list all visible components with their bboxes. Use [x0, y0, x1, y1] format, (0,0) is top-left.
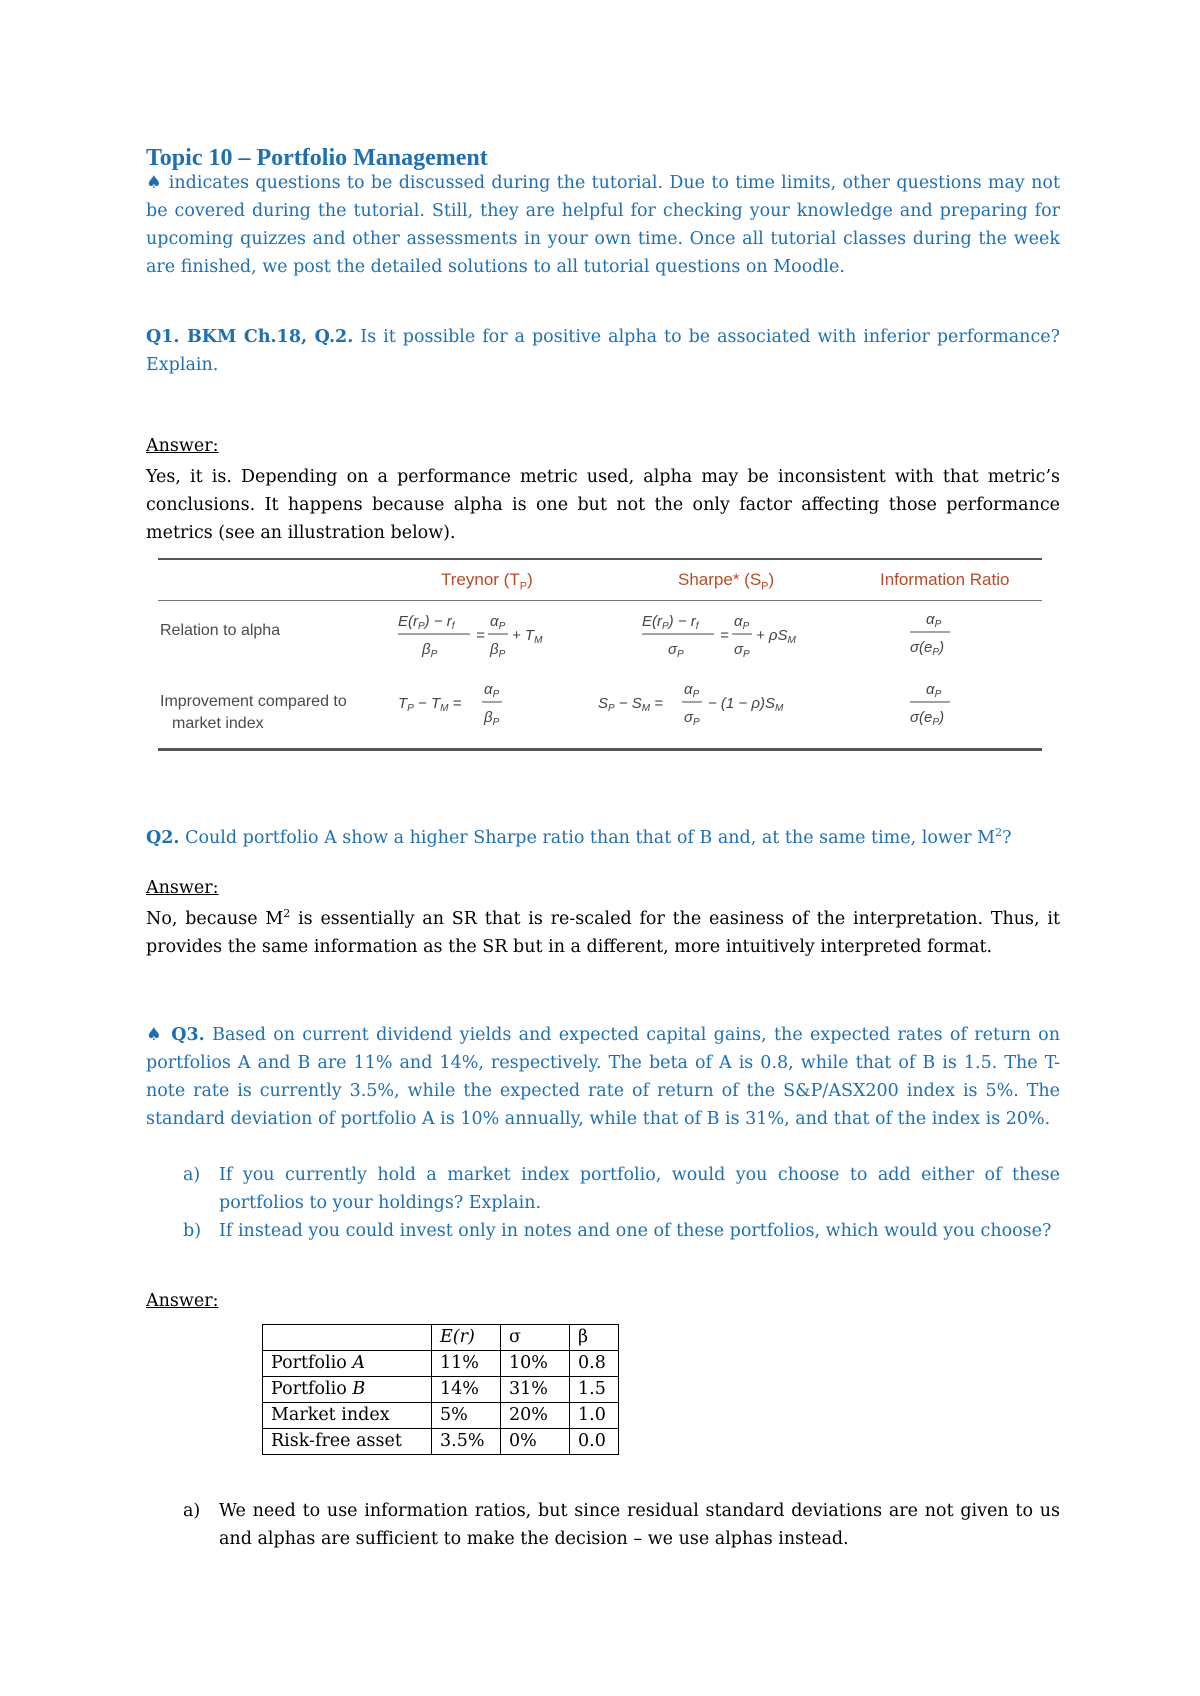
table-rule [158, 600, 1042, 601]
treynor-rel-den: $\beta_P$ [422, 641, 438, 660]
row-label-improvement-2: market index [172, 715, 264, 732]
q2-label: Q2. [146, 828, 180, 848]
spade-icon: ♠ [146, 173, 163, 193]
table-row: Portfolio B 14% 31% 1.5 [263, 1377, 619, 1403]
svg-text:βP: $\beta_P$ [484, 709, 500, 728]
header-information-ratio: Information Ratio [880, 570, 1010, 589]
svg-text:σP: $\sigma_P$ [734, 641, 750, 660]
svg-text:αP: $\alpha_P$ [684, 681, 700, 700]
row-label-relation: Relation to alpha [160, 622, 281, 639]
svg-text:αP: $\alpha_P$ [926, 681, 942, 700]
row-label-improvement: Improvement compared to [160, 693, 347, 710]
q2-question: Q2. Could portfolio A show a higher Sharpe ratio than that of B and, at the same time, lower $M^2$? [146, 826, 1012, 848]
svg-text:σ(eP): $\sigma(e_P)$ [910, 639, 945, 658]
header-treynor: Treynor $(T_P)$ [441, 570, 533, 593]
sharpe-rel-num: $E(r_P) - r_f$ [642, 613, 699, 632]
svg-text:SP − SM =: $S_P - S_M$ = [598, 695, 664, 714]
svg-text:αP: $\alpha_P$ [926, 611, 942, 630]
svg-text:=: = [720, 627, 729, 644]
svg-text:σP: $\sigma_P$ [668, 641, 684, 660]
q3-question [146, 1021, 1060, 1133]
formula-row-improvement [398, 676, 1038, 746]
header-sharpe: Sharpe* $(S_P)$ [678, 570, 775, 593]
q1-answer-label: Answer: [146, 436, 219, 456]
q2-sup: 2 [995, 826, 1003, 839]
q3-item-b: b) If instead you could invest only in notes and one of these portfolios, which would you choose? [183, 1221, 1052, 1241]
svg-text:+ TM: + $T_M$ [512, 627, 543, 646]
q1-text: Is it possible for a positive alpha to be associated with inferior performance? Explain. [146, 327, 1060, 375]
treynor-rel-num: $E(r_P) - r_f$ [398, 613, 455, 632]
q2-answer: No, because $M^2$ is essentially an SR that is re-scaled for the easiness of the interpretation. Thus, it provides the same information as the SR but in a different, more intuitively interpreted format. [146, 907, 1060, 957]
q2-answer-label: Answer: [146, 878, 219, 898]
q1-answer: Yes, it is. Depending on a performance metric used, alpha may be inconsistent with that metric’s conclusions. It happens because alpha is one but not the only factor affecting those performance metrics (see an illustration below). [146, 467, 1060, 543]
q3-label: Q3. [163, 1025, 205, 1045]
q3-answer-a: a) We need to use information ratios, but since residual standard deviations are not given to us and alphas are sufficient to make the decision – we use alphas instead. [183, 1501, 1060, 1549]
svg-text:TP − TM =: $T_P - T_M$ = [398, 695, 462, 714]
svg-text:σP: $\sigma_P$ [684, 709, 700, 728]
table-row: Risk-free asset 3.5% 0% 0.0 [263, 1429, 619, 1455]
intro-text: indicates questions to be discussed during the tutorial. Due to time limits, other questions may not be covered during the tutorial. Still, they are helpful for checking your knowledge and preparing for upcoming quizzes and other assessments in your own time. Once all tutorial classes during the week are finished, we post the detailed solutions to all tutorial questions on Moodle. [146, 173, 1060, 277]
q3-answer-label: Answer: [146, 1291, 219, 1311]
intro-paragraph [146, 169, 1060, 281]
q2-text: Could portfolio A show a higher Sharpe ratio than that of B and, at the same time, lower M [179, 828, 996, 848]
performance-formula-table [158, 558, 1042, 752]
svg-text:σ(eP): $\sigma(e_P)$ [910, 709, 945, 728]
page-title: Topic 10 – Portfolio Management [146, 145, 488, 171]
formula-row-relation [398, 604, 1038, 676]
q1-question [146, 323, 1060, 379]
svg-text:αP: $\alpha_P$ [490, 613, 506, 632]
svg-text:αP: $\alpha_P$ [734, 613, 750, 632]
table-header-row: E(r) σ β [263, 1325, 619, 1351]
spade-icon: ♠ [146, 1025, 164, 1045]
q1-label: Q1. BKM Ch.18, Q.2. [146, 327, 354, 347]
svg-text:βP: $\beta_P$ [490, 641, 506, 660]
svg-text:αP: $\alpha_P$ [484, 681, 500, 700]
svg-text:=: = [476, 627, 485, 644]
q3-text: Based on current dividend yields and expected capital gains, the expected rates of return on portfolios A and B are 11% and 14%, respectively. The beta of A is 0.8, while that of B is 1.5. The T-note rate is currently 3.5%, while the expected rate of return of the S&P/ASX200 index is 5%. The standard deviation of portfolio A is 10% annually, while that of B is 31%, and that of the index is 20%. [146, 1025, 1060, 1129]
table-row: Market index 5% 20% 1.0 [263, 1403, 619, 1429]
portfolio-data-table [262, 1324, 619, 1455]
svg-text:+ ρSM: + $\rho S_M$ [756, 627, 796, 646]
table-rule [158, 558, 1042, 560]
q3-item-a: a) If you currently hold a market index portfolio, would you choose to add either of these portfolios to your holdings? Explain. [183, 1165, 1060, 1213]
table-row: Portfolio A 11% 10% 0.8 [263, 1351, 619, 1377]
table-rule [158, 748, 1042, 751]
svg-text:− (1 − ρ)SM: − $(1 - \rho)S_M$ [708, 695, 784, 714]
